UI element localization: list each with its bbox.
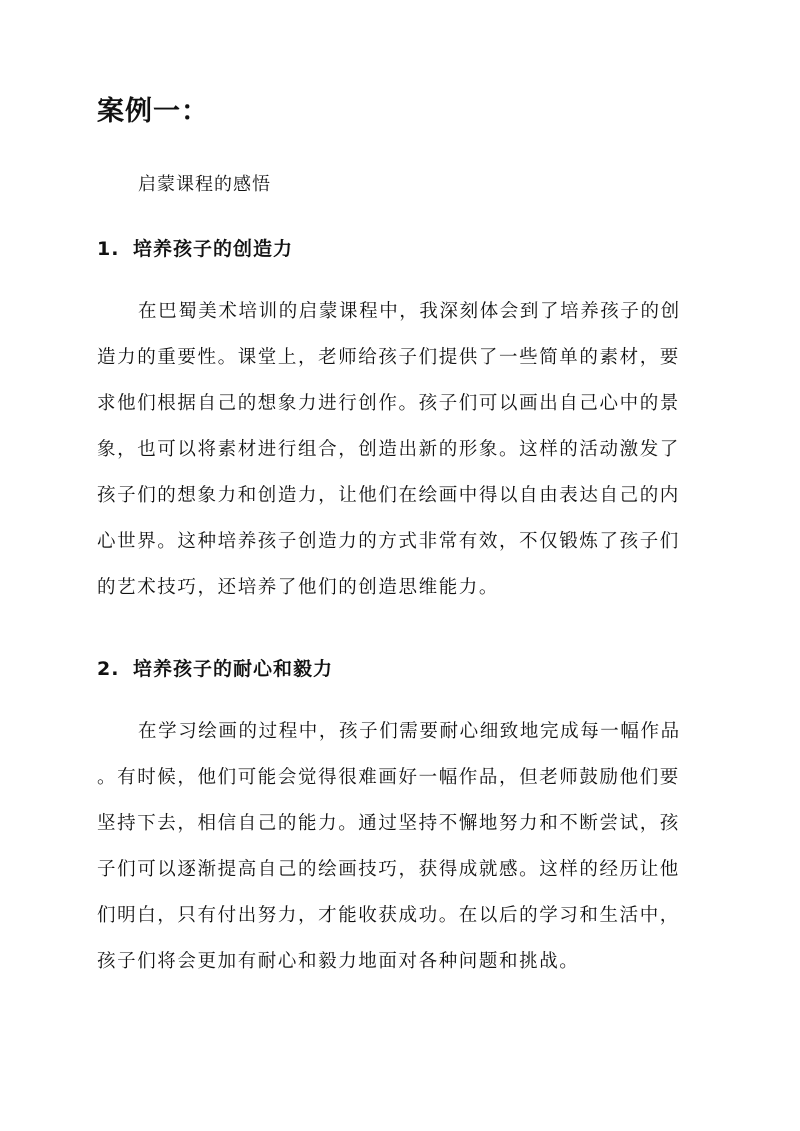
paragraph-line: 象，也可以将素材进行组合，创造出新的形象。这样的活动激发了: [97, 439, 680, 460]
document-subtitle: 启蒙课程的感悟: [138, 174, 271, 195]
section-2-paragraph: [97, 709, 703, 985]
paragraph-line: 子们可以逐渐提高自己的绘画技巧，获得成就感。这样的经历让他: [97, 859, 680, 880]
paragraph-line: 在巴蜀美术培训的启蒙课程中，我深刻体会到了培养孩子的创: [138, 301, 681, 322]
paragraph-line: 心世界。这种培养孩子创造力的方式非常有效，不仅锻炼了孩子们: [97, 531, 680, 552]
section-1-paragraph: [97, 289, 703, 611]
section-1-heading: [97, 232, 293, 266]
section-1-number: 1.: [97, 238, 120, 260]
paragraph-line: 坚持下去，相信自己的能力。通过坚持不懈地努力和不断尝试，孩: [97, 813, 680, 834]
paragraph-line: 造力的重要性。课堂上，老师给孩子们提供了一些简单的素材，要: [97, 347, 680, 368]
section-2-title: 培养孩子的耐心和毅力: [133, 658, 334, 680]
paragraph-line: 们明白，只有付出努力，才能收获成功。在以后的学习和生活中，: [97, 905, 680, 926]
paragraph-line: 在学习绘画的过程中，孩子们需要耐心细致地完成每一幅作品: [138, 721, 681, 742]
paragraph-line: 的艺术技巧，还培养了他们的创造思维能力。: [97, 577, 500, 598]
section-1-title: 培养孩子的创造力: [133, 238, 294, 260]
case-title: 案例一：: [97, 96, 209, 127]
section-2-heading: [97, 652, 333, 686]
paragraph-line: 孩子们的想象力和创造力，让他们在绘画中得以自由表达自己的内: [97, 485, 680, 506]
section-2-number: 2.: [97, 658, 120, 680]
paragraph-line: 。有时候，他们可能会觉得很难画好一幅作品，但老师鼓励他们要: [97, 767, 680, 788]
paragraph-line: 求他们根据自己的想象力进行创作。孩子们可以画出自己心中的景: [97, 393, 680, 414]
paragraph-line: 孩子们将会更加有耐心和毅力地面对各种问题和挑战。: [97, 951, 580, 972]
